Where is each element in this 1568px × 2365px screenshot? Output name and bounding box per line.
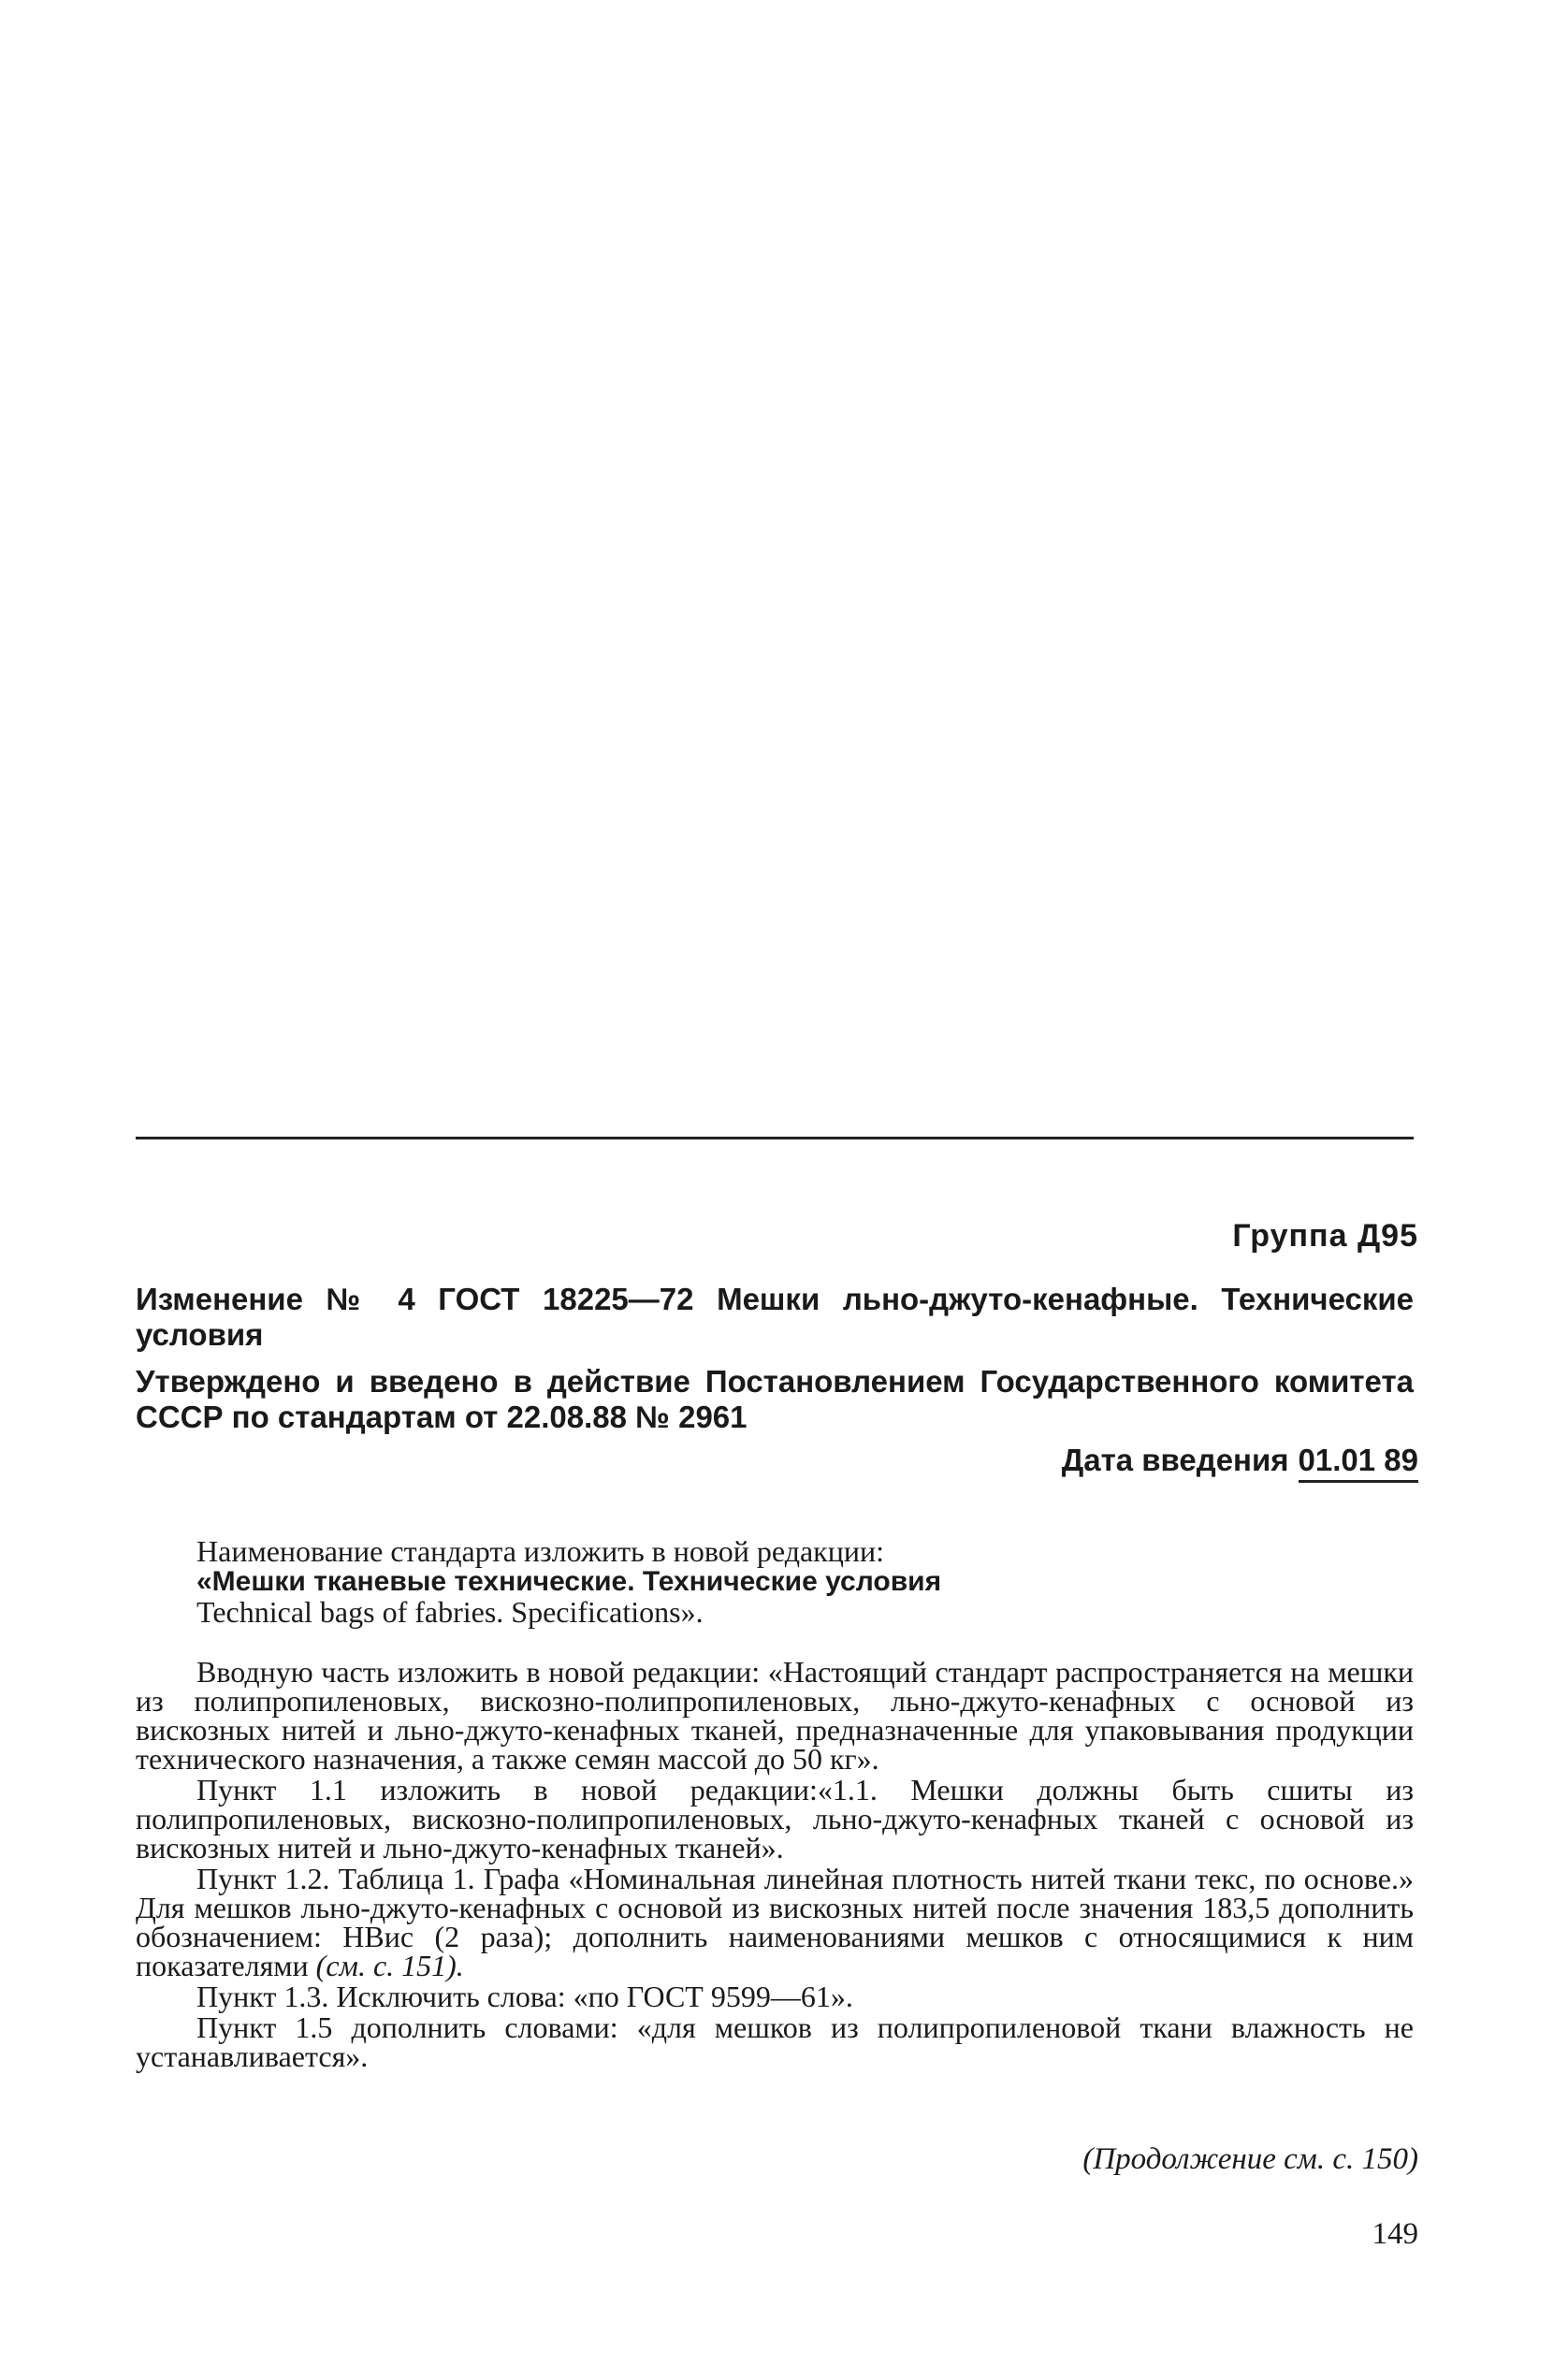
new-title-en: Technical bags of fabries. Specifications». — [196, 1595, 704, 1629]
continued-note: (Продолжение см. с. 150) — [1082, 2142, 1418, 2176]
group-code: Группа Д95 — [1232, 1218, 1418, 1254]
effective-date — [1062, 1443, 1418, 1483]
paragraph-intro-part: Вводную часть изложить в новой редакции: «Настоящий стандарт распространяется на мешки из полипропиленовых, вискозно-полипропиленовых, льно-джуто-кенафных с основой из вискозных нитей и льно-джуто-кенафных тканей, предназначенные для упаковывания продукции технического назначения, а также семян массой до 50 кг». — [136, 1655, 1414, 1776]
top-rule — [136, 1137, 1414, 1139]
title-change-block — [196, 1536, 1414, 1628]
approval-statement: Утверждено и введено в действие Постановлением Государственного комитета СССР по стандартам от 22.08.88 № 2961 — [136, 1364, 1414, 1434]
change-title: Изменение № 4 ГОСТ 18225—72 Мешки льно-джуто-кенафные. Технические условия — [136, 1282, 1414, 1352]
paragraph-item-1-1: Пункт 1.1 изложить в новой редакции:«1.1. Мешки должны быть сшиты из полипропиленовых, вискозно-полипропиленовых, льно-джуто-кенафных тканей с основой из вискозных нитей и льно-джуто-кенафных тканей». — [136, 1773, 1414, 1864]
effective-date-value: 01.01 89 — [1299, 1443, 1418, 1483]
paragraph-item-1-2-text: Пункт 1.2. Таблица 1. Графа «Номинальная линейная плотность нитей ткани текс, по основе.» Для мешков льно-джуто-кенафных с основой из вискозных нитей после значения 183,5 дополнить обозначением: НВис (2 раза); дополнить наименованиями мешков с относящимися к ним показателями — [136, 1862, 1414, 1982]
page-number: 149 — [1372, 2217, 1418, 2251]
page-reference: (см. с. 151). — [315, 1949, 464, 1982]
title-change-intro: Наименование стандарта изложить в новой редакции: — [196, 1534, 884, 1568]
paragraph-item-1-2 — [136, 1864, 1414, 1981]
new-title-ru: «Мешки тканевые технические. Технические условия — [196, 1565, 942, 1597]
change-paragraphs — [136, 1655, 1414, 2073]
paragraph-item-1-3: Пункт 1.3. Исключить слова: «по ГОСТ 9599—61». — [196, 1980, 853, 2013]
paragraph-item-1-5: Пункт 1.5 дополнить словами: «для мешков из полипропиленовой ткани влажность не устанавливается». — [136, 2010, 1414, 2073]
effective-date-label: Дата введения — [1061, 1443, 1289, 1477]
